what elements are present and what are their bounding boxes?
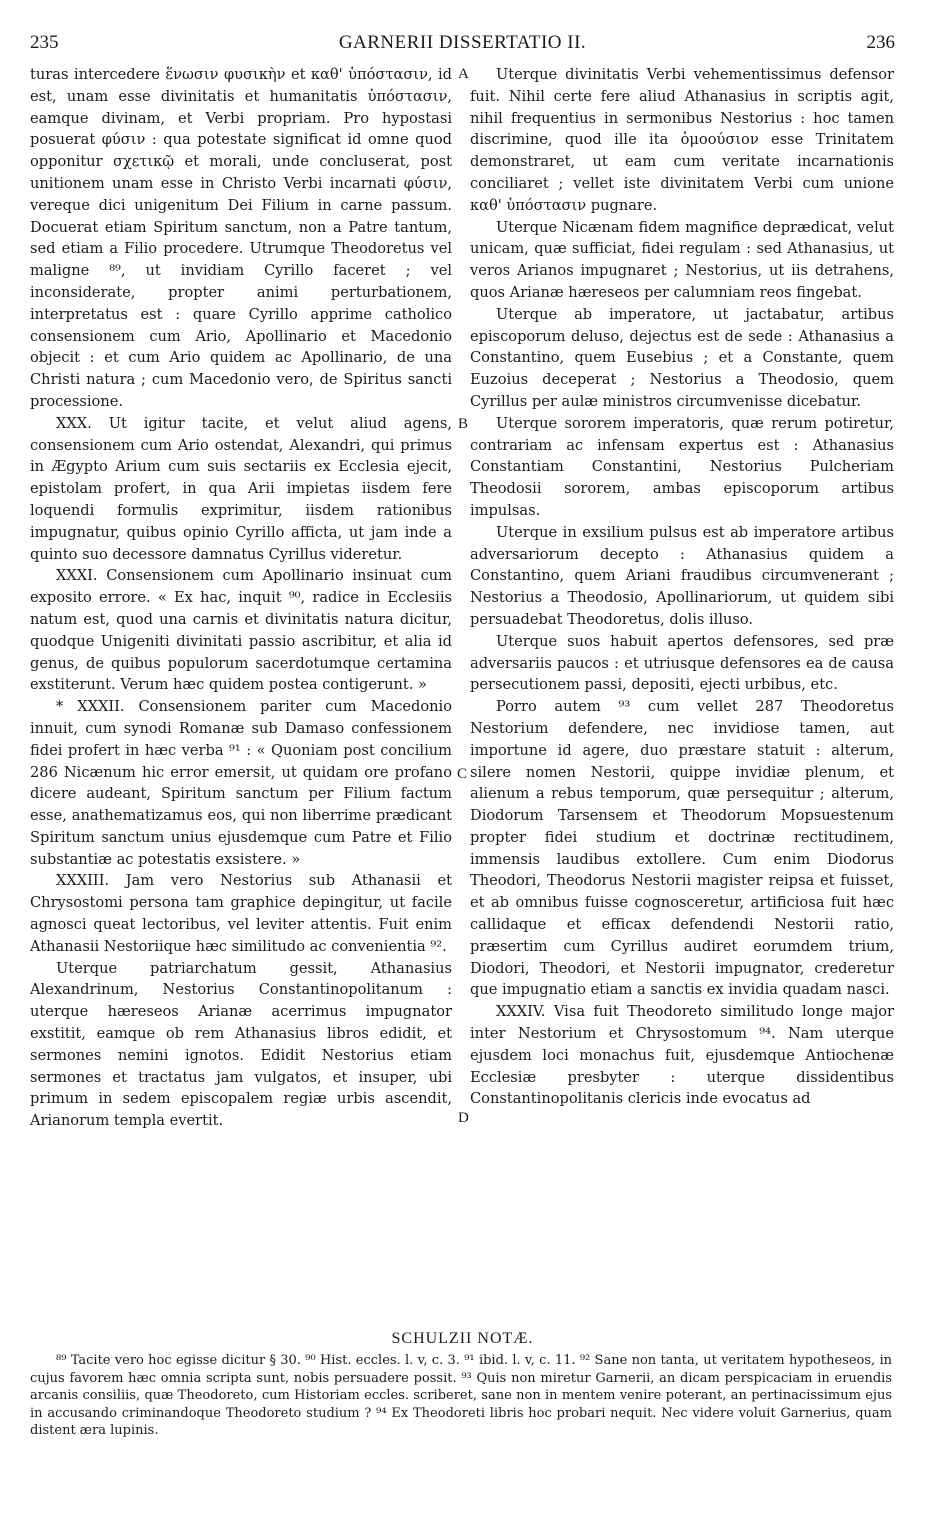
paragraph: turas intercedere ἕνωσιν φυσικὴν et καθ' ὑπόστασιν, id est, unam esse divinitatis et humanitatis ὑπόστασιν, eamque divinam, et Verbi propriam. Pro hypostasi posuerat φύσιν : qua potestate significat id omne quod opponitur σχετικῷ et morali, unde concluserat, post unitionem unam esse in Christo Verbi incarnati φύσιν, vereque dici unigenitum Dei Filium in carne passum. Docuerat etiam Spiritum sanctum, non a Patre tantum, sed etiam a Filio procedere. Utrumque Theodoretus vel maligne ⁸⁹, ut invidiam Cyrillo faceret ; vel inconsiderate, propter animi perturbationem, interpretatus est : quare Cyrillo apprime catholico consensionem cum Ario, Apollinario et Macedonio objecit : et cum Ario quidem ac Apollinario, de una Christi natura ; cum Macedonio vero, de Spiritus sancti processione. <box>30 66 452 410</box>
paragraph: Uterque Nicænam fidem magnifice deprædicat, velut unicam, quæ sufficiat, fidei regulam : sed Athanasius, ut veros Arianos impugnaret ; Nestorius, ut iis detrahens, quos Arianæ hæreseos per calumniam reos fingebat. <box>470 218 894 301</box>
margin-letter-b: B <box>458 416 469 432</box>
running-title: GARNERII DISSERTATIO II. <box>338 32 587 53</box>
paragraph: Uterque sororem imperatoris, quæ rerum potiretur, contrariam ac infensam expertus est : Athanasius Constantiam Constantini, Nestorius Pulcheriam Theodosii sororem, ambas episcoporum artibus impulsas. <box>470 414 894 519</box>
paragraph: Uterque ab imperatore, ut jactabatur, artibus episcoporum deluso, dejectus est de sede : Athanasius a Constantino, quem Eusebius ; et a Constante, quem Euzoius deceperat ; Nestorius a Theodosio, quem Cyrillus per aulæ ministros circumvenisse dicebatur. <box>470 305 894 410</box>
paragraph: XXXI. Consensionem cum Apollinario insinuat cum exposito errore. « Ex hac, inquit ⁹⁰, radice in Ecclesiis natum est, quod una carnis et divinitatis natura dicitur, quodque Unigeniti divinitati passio ascribitur, et alia id genus, de quibus populorum sacerdotumque certamina exstiterunt. Verum hæc quidem postea contigerunt. » <box>30 567 452 694</box>
margin-letter-c: C <box>457 766 468 782</box>
footnotes <box>30 1352 892 1440</box>
footnote-text: ⁸⁹ Tacite vero hoc egisse dicitur § 30. ⁹⁰ Hist. eccles. l. v, c. 3. ⁹¹ ibid. l. v, c. 11. ⁹² Sane non tanta, ut veritatem hypotheseos, in cujus favorem hæc omnia scripta sunt, nobis persuadere possit. ⁹³ Quis non miretur Garnerii, an dicam perspicaciam in eruendis arcanis consiliis, quæ Theodoreto, cum Historiam eccles. scriberet, sane non in mentem venire poterant, an pertinacissimum ejus in accusando criminandoque Theodoreto studium ? ⁹⁴ Ex Theodoreti libris hoc probari nequit. Nec videre voluit Garnerius, quam distent æra lupinis. <box>30 1353 892 1438</box>
paragraph: XXXIV. Visa fuit Theodoreto similitudo longe major inter Nestorium et Chrysostomum ⁹⁴. Nam uterque ejusdem loci monachus fuit, ejusdemque Antiochenæ Ecclesiæ presbyter : uterque dissidentibus Constantinopolitanis clericis inde evocatus ad <box>470 1003 894 1108</box>
paragraph: XXX. Ut igitur tacite, et velut aliud agens, consensionem cum Ario ostendat, Alexandri, qui primus in Ægypto Arium cum suis sectariis ex Ecclesia ejecit, epistolam profert, in qua Arii impietas iisdem fere loquendi formulis exprimitur, iisdem rationibus impugnatur, quibus opinio Cyrillo afficta, ut jam inde a quinto suo decessore damnatus Cyrillus videretur. <box>30 414 452 563</box>
paragraph: * XXXII. Consensionem pariter cum Macedonio innuit, cum synodi Romanæ sub Damaso confessionem fidei profert in hæc verba ⁹¹ : « Quoniam post concilium 286 Nicænum hic error emersit, ut quidam ore profano dicere audeant, Spiritum sanctum per Filium factum esse, anathematizamus eos, qui non liberrime prædicant Spiritum sanctum unius ejusdemque cum Patre et Filio substantiæ ac potestatis exsistere. » <box>30 698 452 868</box>
notes-heading: SCHULZII NOTÆ. <box>391 1330 534 1347</box>
right-column <box>470 64 894 1110</box>
paragraph: Uterque in exsilium pulsus est ab imperatore artibus adversariorum decepto : Athanasius quidem a Constantino, quem Ariani fraudibus circumvenerant ; Nestorius a Theodosio, Apollinariorum, ut quidem sibi persuadebat Theodoretus, dolis illuso. <box>470 523 894 628</box>
page-number-left: 235 <box>30 32 59 53</box>
page-number-right: 236 <box>866 32 895 53</box>
paragraph: Porro autem ⁹³ cum vellet 287 Theodoretus Nestorium defendere, nec invidiose tamen, aut importune id agere, duo præstare statuit : alterum, silere nomen Nestorii, quippe invidiæ plenum, et alienum a rebus temporum, quæ persequitur ; alterum, Diodorum Tarsensem et Theodorum Mopsuestenum propter fidei studium et doctrinæ rectitudinem, immensis laudibus extollere. Cum enim Diodorus Theodori, Theodorus Nestorii magister reipsa et fuisset, et ab omnibus fuisse cognosceretur, artificiosa fuit hæc callidaque et efficax defendendi Nestorii ratio, præsertim cum Cyrillus audiret eorumdem trium, Diodori, Theodori, et Nestorii impugnator, crederetur que impugnatio etiam a sanctis ex invidia quadam nasci. <box>470 698 894 999</box>
running-header <box>30 32 895 56</box>
paragraph: Uterque patriarchatum gessit, Athanasius Alexandrinum, Nestorius Constantinopolitanum : uterque hæreseos Arianæ acerrimus impugnator exstitit, eamque ob rem Athanasius libros edidit, et sermones nemini ignotos. Edidit Nestorius etiam sermones et tractatus jam vulgatos, et insuper, ubi primum in sedem episcopalem regiæ urbis ascendit, Arianorum templa evertit. <box>30 959 452 1130</box>
paragraph: Uterque divinitatis Verbi vehementissimus defensor fuit. Nihil certe fere aliud Athanasius in scriptis agit, nihil frequentius in sermonibus Nestorius : hoc tamen discrimine, quod ille ita ὁμοούσιον esse Trinitatem demonstraret, ut eam cum veritate incarnationis conciliaret ; vellet iste divinitatem Verbi cum unione καθ' ὑπόστασιν pugnare. <box>470 66 894 214</box>
left-column <box>30 64 452 1132</box>
paragraph: XXXIII. Jam vero Nestorius sub Athanasii et Chrysostomi persona tam graphice depingitur, ut facile agnosci queat lectoribus, vel leviter attentis. Fuit enim Athanasii Nestoriique hæc similitudo ac convenientia ⁹². <box>30 872 452 955</box>
margin-letter-d: D <box>458 1110 469 1126</box>
paragraph: Uterque suos habuit apertos defensores, sed præ adversariis paucos : et utriusque defensores ea de causa persecutionem passi, depositi, ejecti urbibus, etc. <box>470 632 894 694</box>
margin-letter-a: A <box>458 66 469 82</box>
